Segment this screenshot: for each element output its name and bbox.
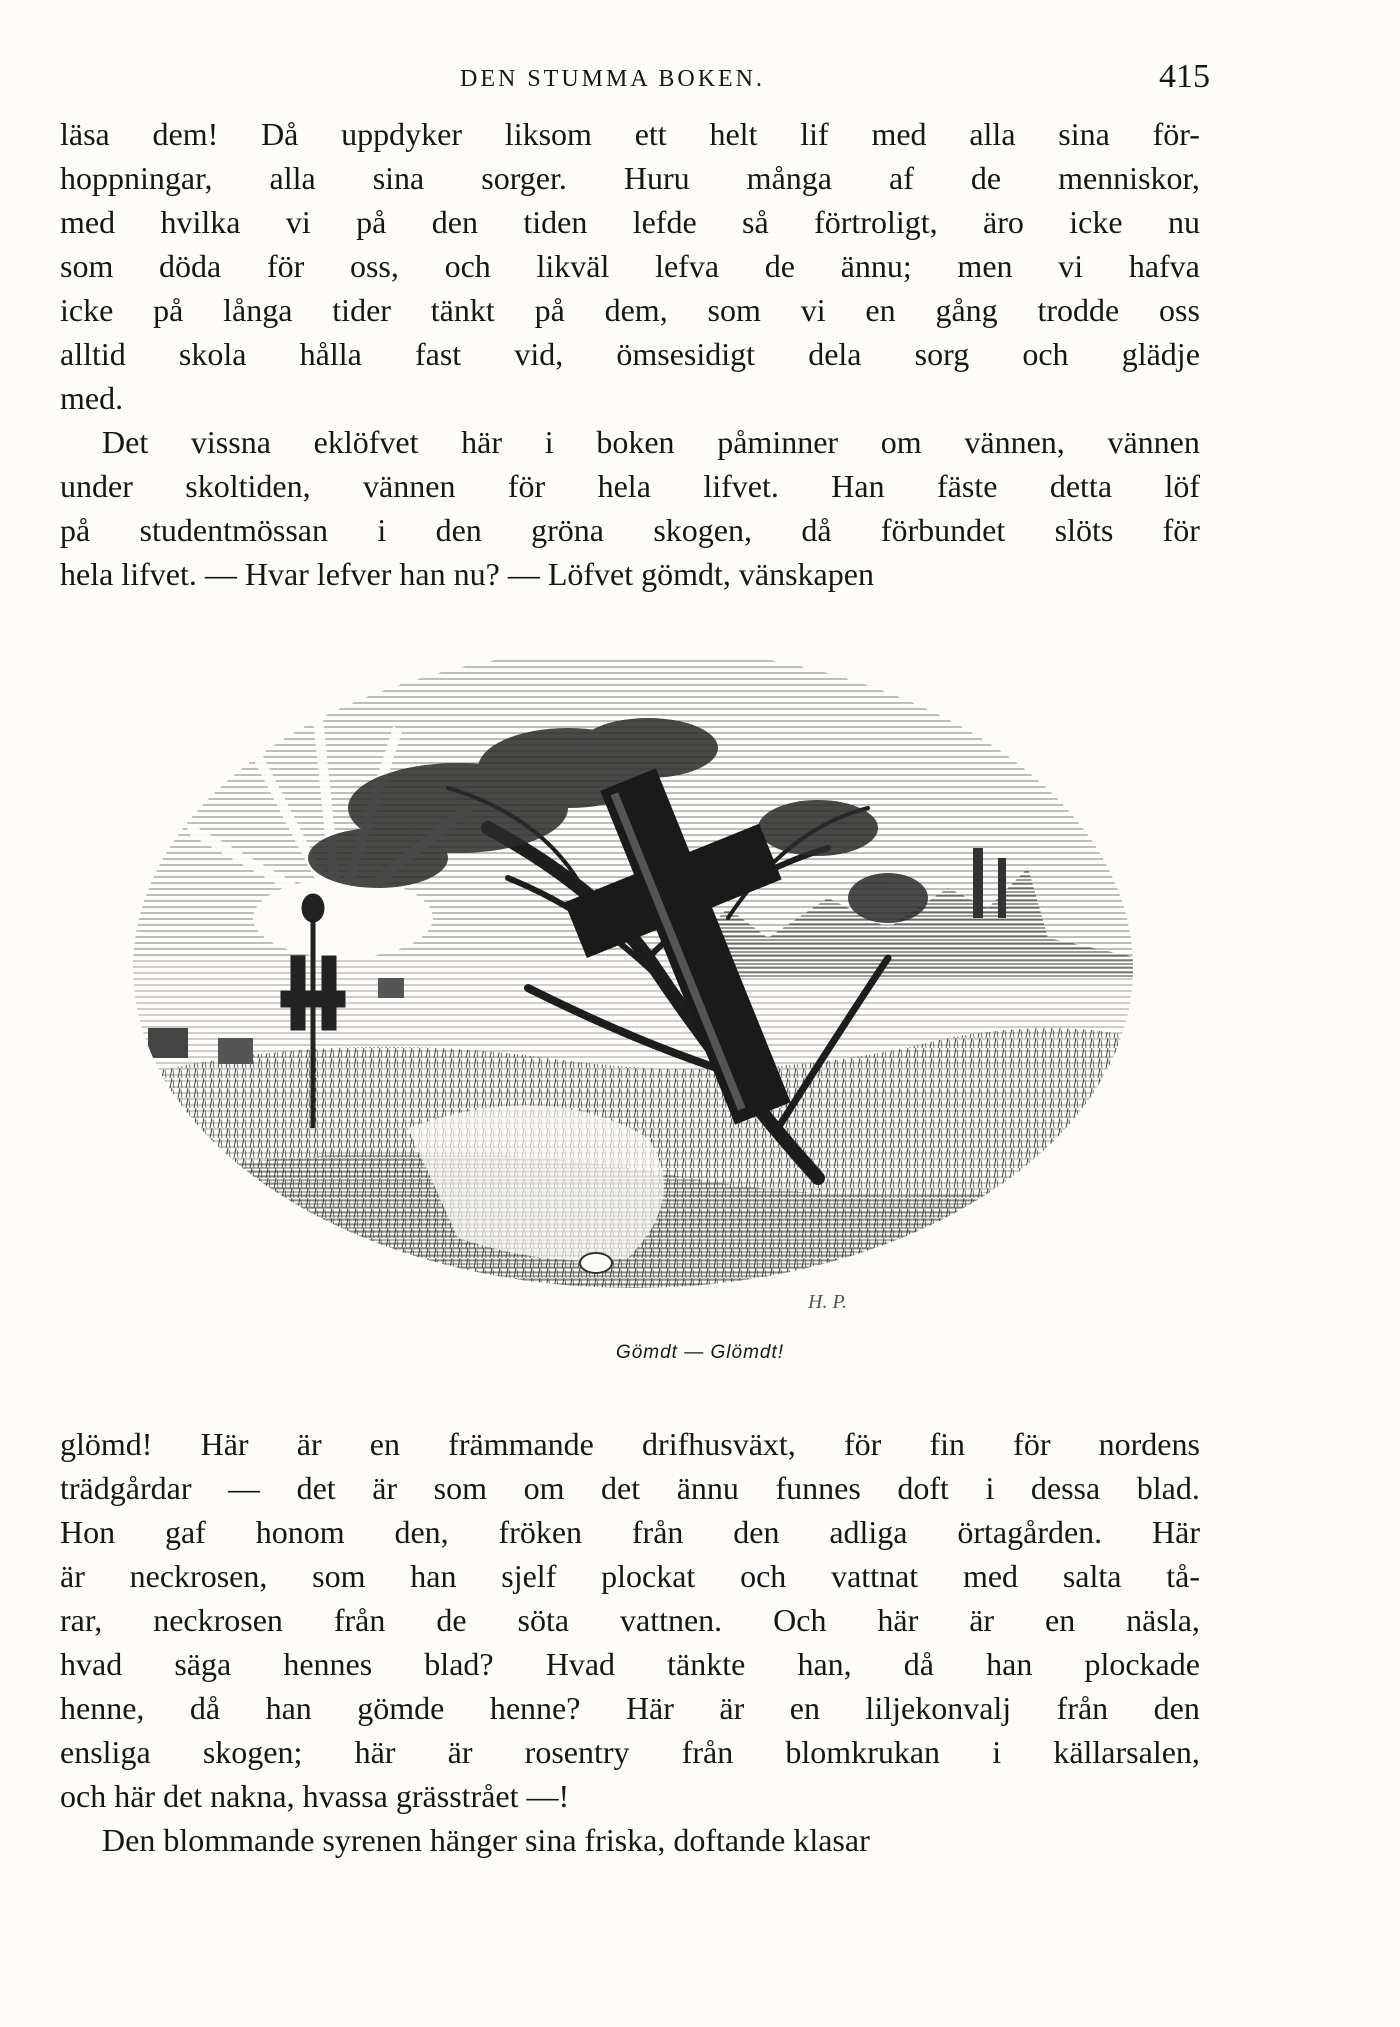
engraving-illustration xyxy=(128,658,1138,1318)
text-line: ensliga skogen; här är rosentry från blomkrukan i källarsalen, xyxy=(60,1734,1200,1770)
text-line: icke på långa tider tänkt på dem, som vi en gång trodde oss xyxy=(60,292,1200,328)
text-line: och här det nakna, hvassa grässtrået —! xyxy=(60,1778,570,1814)
text-line: Hon gaf honom den, fröken från den adliga örtagården. Här xyxy=(60,1514,1200,1550)
text-line: glömd! Här är en främmande drifhusväxt, för fin för nordens xyxy=(60,1426,1200,1462)
running-title: DEN STUMMA BOKEN. xyxy=(460,66,766,92)
graveyard-engraving xyxy=(128,658,1138,1318)
text-line: läsa dem! Då uppdyker liksom ett helt lif med alla sina för- xyxy=(60,116,1200,152)
text-line: henne, då han gömde henne? Här är en liljekonvalj från den xyxy=(60,1690,1200,1726)
text-line: under skoltiden, vännen för hela lifvet. Han fäste detta löf xyxy=(60,468,1200,504)
page-header xyxy=(60,58,1210,108)
text-line: trädgårdar — det är som om det ännu funnes doft i dessa blad. xyxy=(60,1470,1200,1506)
figure-caption: Gömdt — Glömdt! xyxy=(615,1342,785,1363)
text-line: hela lifvet. — Hvar lefver han nu? — Löfvet gömdt, vänskapen xyxy=(60,556,874,592)
text-line: med hvilka vi på den tiden lefde så förtroligt, äro icke nu xyxy=(60,204,1200,240)
text-block-bottom xyxy=(60,1422,1200,1862)
text-line: alltid skola hålla fast vid, ömsesidigt dela sorg och glädje xyxy=(60,336,1200,372)
text-line: är neckrosen, som han sjelf plockat och vattnat med salta tå- xyxy=(60,1558,1200,1594)
text-line: Den blommande syrenen hänger sina friska, doftande klasar xyxy=(102,1822,870,1858)
text-line: med. xyxy=(60,380,124,416)
text-line: hvad säga hennes blad? Hvad tänkte han, då han plockade xyxy=(60,1646,1200,1682)
text-line: rar, neckrosen från de söta vattnen. Och här är en näsla, xyxy=(60,1602,1200,1638)
text-block-top xyxy=(60,112,1200,596)
text-line: Det vissna eklöfvet här i boken påminner om vännen, vännen xyxy=(102,424,1200,460)
text-line: hoppningar, alla sina sorger. Huru många af de menniskor, xyxy=(60,160,1200,196)
artist-signature: H. P. xyxy=(808,1291,848,1313)
text-line: som döda för oss, och likväl lefva de ännu; men vi hafva xyxy=(60,248,1200,284)
text-line: på studentmössan i den gröna skogen, då förbundet slöts för xyxy=(60,512,1200,548)
page-number: 415 xyxy=(1159,58,1210,95)
